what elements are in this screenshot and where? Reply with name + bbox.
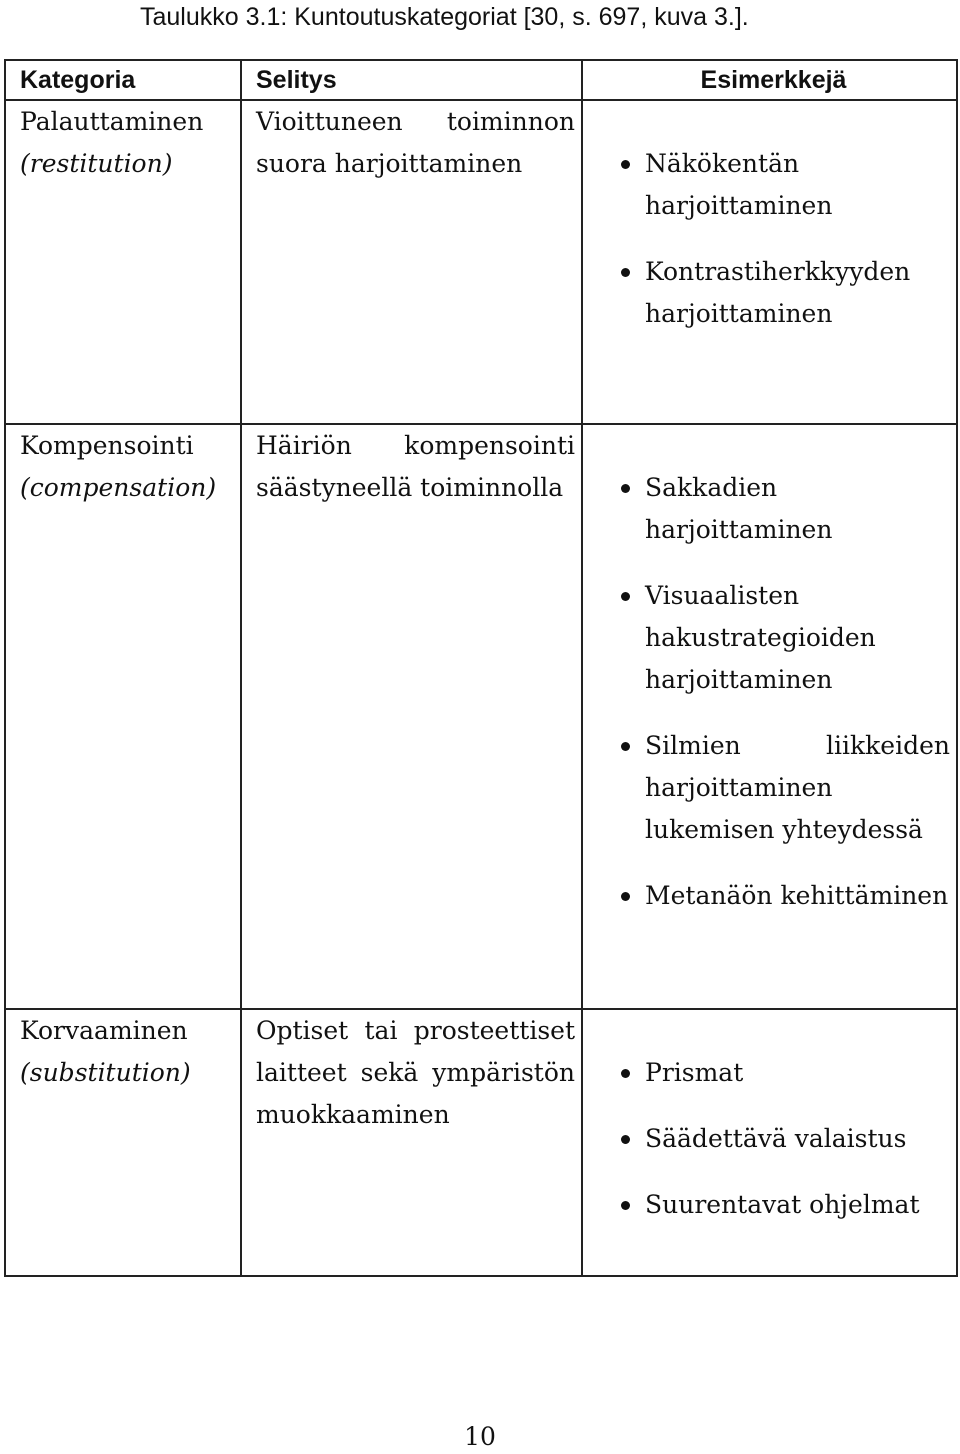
header-explanation: Selitys (241, 60, 582, 100)
examples-cell (582, 1009, 957, 1276)
list-item: Visuaalisten hakustrategioiden harjoittaminen (597, 575, 950, 701)
list-item: Prismat (597, 1052, 950, 1094)
page-number: 10 (464, 1422, 496, 1451)
examples-cell (582, 424, 957, 1009)
category-name: Palauttaminen (20, 107, 204, 136)
category-english: (compensation) (20, 473, 217, 502)
table-row (5, 424, 957, 1009)
category-english: (restitution) (20, 149, 173, 178)
header-category: Kategoria (5, 60, 241, 100)
category-cell (5, 1009, 241, 1276)
category-name: Korvaaminen (20, 1016, 188, 1045)
examples-list (597, 143, 950, 335)
list-item: Metanäön kehittäminen (597, 875, 950, 917)
header-examples: Esimerkkejä (582, 60, 957, 100)
category-english: (substitution) (20, 1058, 191, 1087)
category-cell (5, 424, 241, 1009)
examples-list (597, 1052, 950, 1226)
list-item: Kontrastiherkkyyden harjoittaminen (597, 251, 950, 335)
list-item: Näkökentän harjoittaminen (597, 143, 950, 227)
explanation-cell: Häiriön kompensointi säästyneellä toiminnolla (241, 424, 582, 1009)
list-item: Sakkadien harjoittaminen (597, 467, 950, 551)
explanation-cell: Optiset tai prosteettiset laitteet sekä ympäristön muokkaaminen (241, 1009, 582, 1276)
list-item: Suurentavat ohjelmat (597, 1184, 950, 1226)
examples-cell (582, 100, 957, 424)
category-name: Kompensointi (20, 431, 194, 460)
table-header-row (5, 60, 957, 100)
explanation-cell: Vioittuneen toiminnon suora harjoittaminen (241, 100, 582, 424)
list-item: Säädettävä valaistus (597, 1118, 950, 1160)
category-cell (5, 100, 241, 424)
list-item: Silmien liikkeiden harjoittaminen lukemisen yhteydessä (597, 725, 950, 851)
examples-list (597, 467, 950, 917)
table-caption: Taulukko 3.1: Kuntoutuskategoriat [30, s. 697, kuva 3.]. (140, 3, 749, 31)
table-row (5, 100, 957, 424)
table-row (5, 1009, 957, 1276)
rehabilitation-categories-table (4, 59, 958, 1277)
